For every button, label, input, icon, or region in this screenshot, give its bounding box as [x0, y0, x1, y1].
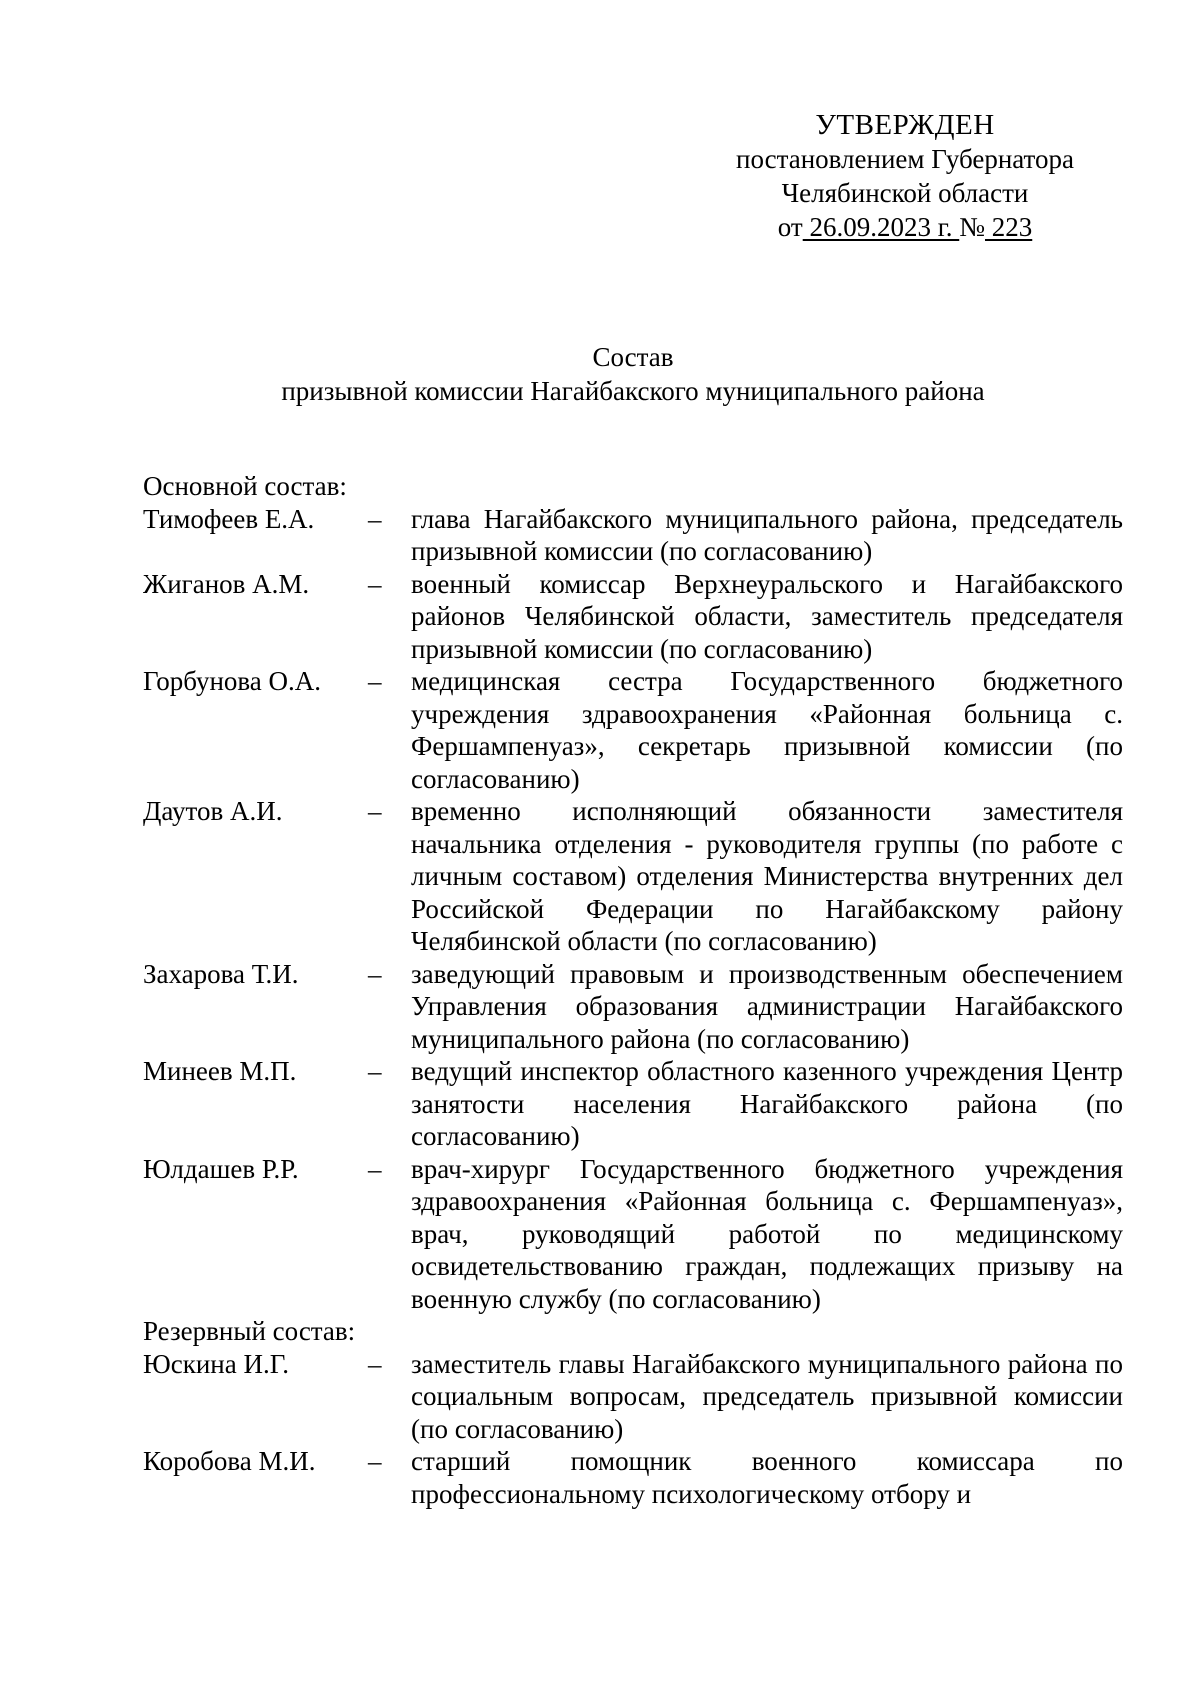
member-name: Юлдашев Р.Р. [143, 1153, 299, 1184]
member-row [143, 1055, 1123, 1153]
member-row [143, 665, 1123, 795]
member-dash: – [368, 1348, 382, 1379]
number-value: 223 [985, 212, 1033, 242]
member-role: ведущий инспектор областного казенного учреждения Центр занятости населения Нагайбакского района (по согласованию) [411, 1056, 1123, 1151]
member-row [143, 795, 1123, 958]
main-composition-header: Основной состав: [143, 471, 347, 501]
date-prefix: от [777, 212, 803, 242]
title-line-composition: Состав [592, 342, 674, 372]
member-name: Горбунова О.А. [143, 666, 322, 696]
document-title [0, 340, 1200, 408]
member-role: заведующий правовым и производственным обеспечением Управления образования администрации Нагайбакского муниципального района (по согласованию) [411, 958, 1123, 1054]
reserve-member-list [143, 1348, 1123, 1511]
approval-date-line [700, 210, 1110, 244]
member-dash: – [368, 1153, 382, 1184]
member-name: Захарова Т.И. [143, 958, 299, 989]
member-row [143, 503, 1123, 568]
member-role: военный комиссар Верхнеуральского и Нагайбакского районов Челябинской области, заместитель председателя призывной комиссии (по согласованию) [411, 568, 1123, 664]
approval-line-region: Челябинской области [781, 178, 1029, 208]
member-dash: – [368, 666, 382, 696]
member-name: Коробова М.И. [143, 1446, 316, 1476]
member-name: Юскина И.Г. [143, 1348, 290, 1379]
member-role: заместитель главы Нагайбакского муниципального района по социальным вопросам, председатель призывной комиссии (по согласованию) [411, 1348, 1123, 1444]
approval-stamp [700, 108, 1110, 244]
approval-line-resolution: постановлением Губернатора [736, 144, 1074, 174]
member-role: медицинская сестра Государственного бюджетного учреждения здравоохранения «Районная больница с. Фершампенуаз», секретарь призывной комиссии (по согласованию) [411, 666, 1123, 794]
date-value: 26.09.2023 г. [802, 212, 960, 242]
member-dash: – [368, 1446, 382, 1476]
title-line-commission: призывной комиссии Нагайбакского муниципального района [281, 376, 985, 406]
member-role: временно исполняющий обязанности заместителя начальника отделения - руководителя группы (по работе с личным составом) отделения Министерства внутренних дел Российской Федерации по Нагайбакскому району Челябинской области (по согласованию) [411, 796, 1123, 956]
member-dash: – [368, 568, 382, 599]
member-role: глава Нагайбакского муниципального района, председатель призывной комиссии (по согласованию) [411, 503, 1123, 566]
member-row [143, 1348, 1123, 1446]
member-row [143, 1153, 1123, 1316]
member-row [143, 568, 1123, 666]
reserve-composition-header: Резервный состав: [143, 1316, 356, 1346]
member-role: старший помощник военного комиссара по профессиональному психологическому отбору и [411, 1446, 1123, 1509]
member-dash: – [368, 503, 382, 534]
member-row [143, 1445, 1123, 1510]
member-dash: – [368, 958, 382, 989]
approved-heading: УТВЕРЖДЕН [815, 109, 995, 141]
member-row [143, 958, 1123, 1056]
number-sign: № [959, 212, 985, 242]
member-name: Жиганов А.М. [143, 568, 310, 599]
commission-composition [143, 470, 1123, 1510]
member-name: Тимофеев Е.А. [143, 503, 315, 534]
member-role: врач-хирург Государственного бюджетного учреждения здравоохранения «Районная больница с. Фершампенуаз», врач, руководящий работой по медицинскому освидетельствованию граждан, подлежащих призыву на военную службу (по согласованию) [411, 1153, 1123, 1314]
member-dash: – [368, 1056, 382, 1086]
member-dash: – [368, 796, 382, 826]
member-name: Минеев М.П. [143, 1056, 297, 1086]
main-member-list [143, 503, 1123, 1316]
member-name: Даутов А.И. [143, 796, 283, 826]
